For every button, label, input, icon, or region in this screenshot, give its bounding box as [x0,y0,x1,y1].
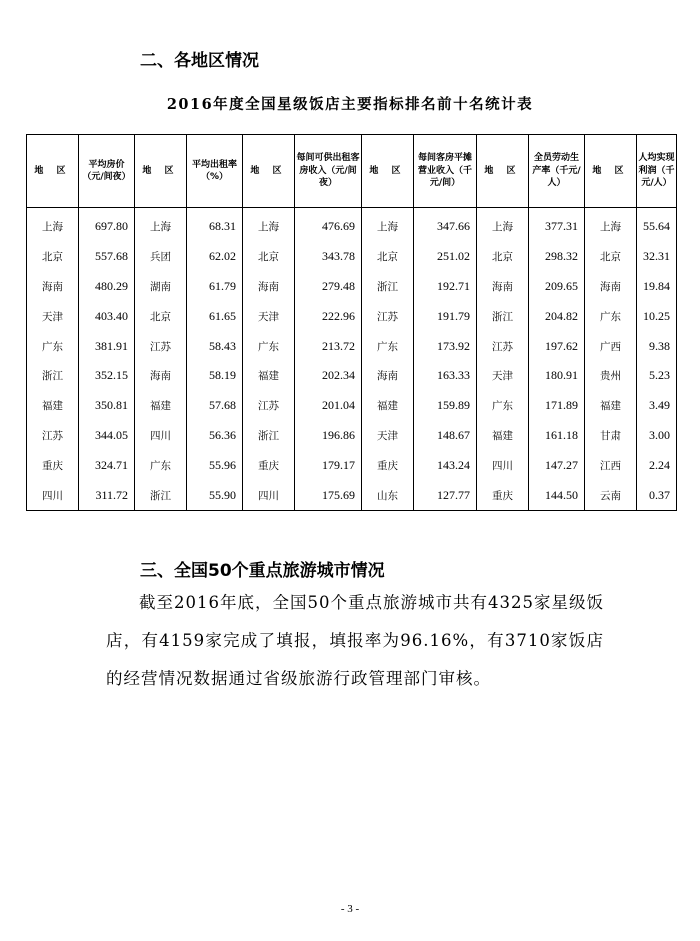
value-cell: 19.84 [637,272,677,302]
region-cell: 海南 [362,361,414,391]
column-header: 每间客房平摊营业收入（千元/间） [414,135,477,208]
column-header: 地 区 [362,135,414,208]
region-cell: 天津 [243,301,295,331]
value-cell: 476.69 [295,208,362,242]
value-cell: 0.37 [637,480,677,510]
value-cell: 147.27 [529,450,585,480]
value-cell: 3.00 [637,421,677,451]
value-cell: 191.79 [414,301,477,331]
value-cell: 55.90 [187,480,243,510]
column-header: 平均出租率（%） [187,135,243,208]
value-cell: 57.68 [187,391,243,421]
value-cell: 61.79 [187,272,243,302]
table-header-row [27,135,677,208]
body-paragraph: 截至2016年底，全国50个重点旅游城市共有4325家星级饭店，有4159家完成了填报，填报率为96.16%，有3710家饭店的经营情况数据通过省级旅游行政管理部门审核。 [106,593,604,688]
region-cell: 重庆 [362,450,414,480]
table-row [27,421,677,451]
region-cell: 上海 [585,208,637,242]
column-header: 每间可供出租客房收入（元/间夜） [295,135,362,208]
value-cell: 697.80 [79,208,135,242]
region-cell: 广东 [243,331,295,361]
region-cell: 广东 [585,301,637,331]
region-cell: 福建 [243,361,295,391]
region-cell: 海南 [27,272,79,302]
region-cell: 广东 [477,391,529,421]
value-cell: 3.49 [637,391,677,421]
region-cell: 重庆 [243,450,295,480]
region-cell: 广西 [585,331,637,361]
value-cell: 171.89 [529,391,585,421]
value-cell: 143.24 [414,450,477,480]
table-row [27,480,677,510]
value-cell: 161.18 [529,421,585,451]
value-cell: 480.29 [79,272,135,302]
region-cell: 北京 [585,242,637,272]
region-cell: 上海 [243,208,295,242]
column-header: 全员劳动生产率（千元/人） [529,135,585,208]
table-row [27,391,677,421]
region-cell: 福建 [477,421,529,451]
value-cell: 343.78 [295,242,362,272]
value-cell: 62.02 [187,242,243,272]
region-cell: 江西 [585,450,637,480]
region-cell: 浙江 [27,361,79,391]
table-title: 2016年度全国星级饭店主要指标排名前十名统计表 [166,96,534,113]
value-cell: 209.65 [529,272,585,302]
value-cell: 127.77 [414,480,477,510]
region-cell: 重庆 [27,450,79,480]
value-cell: 58.43 [187,331,243,361]
region-cell: 云南 [585,480,637,510]
column-header: 地 区 [27,135,79,208]
region-cell: 上海 [27,208,79,242]
value-cell: 298.32 [529,242,585,272]
value-cell: 377.31 [529,208,585,242]
value-cell: 58.19 [187,361,243,391]
table-row [27,450,677,480]
value-cell: 148.67 [414,421,477,451]
region-cell: 江苏 [243,391,295,421]
table-row [27,208,677,242]
value-cell: 55.96 [187,450,243,480]
value-cell: 213.72 [295,331,362,361]
region-cell: 兵团 [135,242,187,272]
value-cell: 9.38 [637,331,677,361]
value-cell: 175.69 [295,480,362,510]
region-cell: 浙江 [477,301,529,331]
value-cell: 347.66 [414,208,477,242]
table-row [27,272,677,302]
region-cell: 四川 [27,480,79,510]
value-cell: 352.15 [79,361,135,391]
region-cell: 广东 [362,331,414,361]
region-cell: 贵州 [585,361,637,391]
region-cell: 四川 [243,480,295,510]
value-cell: 557.68 [79,242,135,272]
value-cell: 180.91 [529,361,585,391]
value-cell: 32.31 [637,242,677,272]
value-cell: 324.71 [79,450,135,480]
region-cell: 四川 [477,450,529,480]
value-cell: 201.04 [295,391,362,421]
value-cell: 55.64 [637,208,677,242]
column-header: 人均实现利润（千元/人） [637,135,677,208]
region-cell: 上海 [477,208,529,242]
region-cell: 上海 [362,208,414,242]
region-cell: 海南 [135,361,187,391]
region-cell: 江苏 [135,331,187,361]
value-cell: 173.92 [414,331,477,361]
region-cell: 重庆 [477,480,529,510]
value-cell: 222.96 [295,301,362,331]
column-header: 地 区 [477,135,529,208]
value-cell: 179.17 [295,450,362,480]
table-body [27,208,677,511]
table-row [27,331,677,361]
region-cell: 福建 [135,391,187,421]
region-cell: 浙江 [362,272,414,302]
region-cell: 福建 [27,391,79,421]
region-cell: 上海 [135,208,187,242]
column-header: 地 区 [135,135,187,208]
value-cell: 68.31 [187,208,243,242]
section-heading-cities: 三、全国50个重点旅游城市情况 [140,561,385,581]
value-cell: 5.23 [637,361,677,391]
region-cell: 福建 [585,391,637,421]
value-cell: 61.65 [187,301,243,331]
region-cell: 山东 [362,480,414,510]
region-cell: 海南 [585,272,637,302]
column-header: 地 区 [585,135,637,208]
value-cell: 159.89 [414,391,477,421]
value-cell: 144.50 [529,480,585,510]
value-cell: 279.48 [295,272,362,302]
column-header: 平均房价（元/间夜） [79,135,135,208]
region-cell: 浙江 [243,421,295,451]
region-cell: 天津 [477,361,529,391]
value-cell: 10.25 [637,301,677,331]
region-cell: 北京 [135,301,187,331]
region-cell: 福建 [362,391,414,421]
value-cell: 163.33 [414,361,477,391]
table-row [27,361,677,391]
region-cell: 天津 [27,301,79,331]
region-cell: 海南 [477,272,529,302]
value-cell: 2.24 [637,450,677,480]
region-cell: 天津 [362,421,414,451]
value-cell: 311.72 [79,480,135,510]
value-cell: 204.82 [529,301,585,331]
region-cell: 浙江 [135,480,187,510]
value-cell: 197.62 [529,331,585,361]
region-cell: 海南 [243,272,295,302]
value-cell: 196.86 [295,421,362,451]
region-cell: 江苏 [27,421,79,451]
column-header: 地 区 [243,135,295,208]
page-number: - 3 - [340,903,360,915]
value-cell: 350.81 [79,391,135,421]
value-cell: 192.71 [414,272,477,302]
value-cell: 344.05 [79,421,135,451]
region-cell: 北京 [477,242,529,272]
region-cell: 江苏 [477,331,529,361]
region-cell: 北京 [27,242,79,272]
section-heading-regions: 二、各地区情况 [140,51,259,71]
region-cell: 广东 [135,450,187,480]
ranking-table [26,134,677,511]
table-row [27,301,677,331]
region-cell: 甘肃 [585,421,637,451]
value-cell: 202.34 [295,361,362,391]
table-row [27,242,677,272]
region-cell: 广东 [27,331,79,361]
region-cell: 四川 [135,421,187,451]
region-cell: 北京 [362,242,414,272]
value-cell: 251.02 [414,242,477,272]
value-cell: 403.40 [79,301,135,331]
value-cell: 56.36 [187,421,243,451]
value-cell: 381.91 [79,331,135,361]
region-cell: 北京 [243,242,295,272]
region-cell: 江苏 [362,301,414,331]
region-cell: 湖南 [135,272,187,302]
